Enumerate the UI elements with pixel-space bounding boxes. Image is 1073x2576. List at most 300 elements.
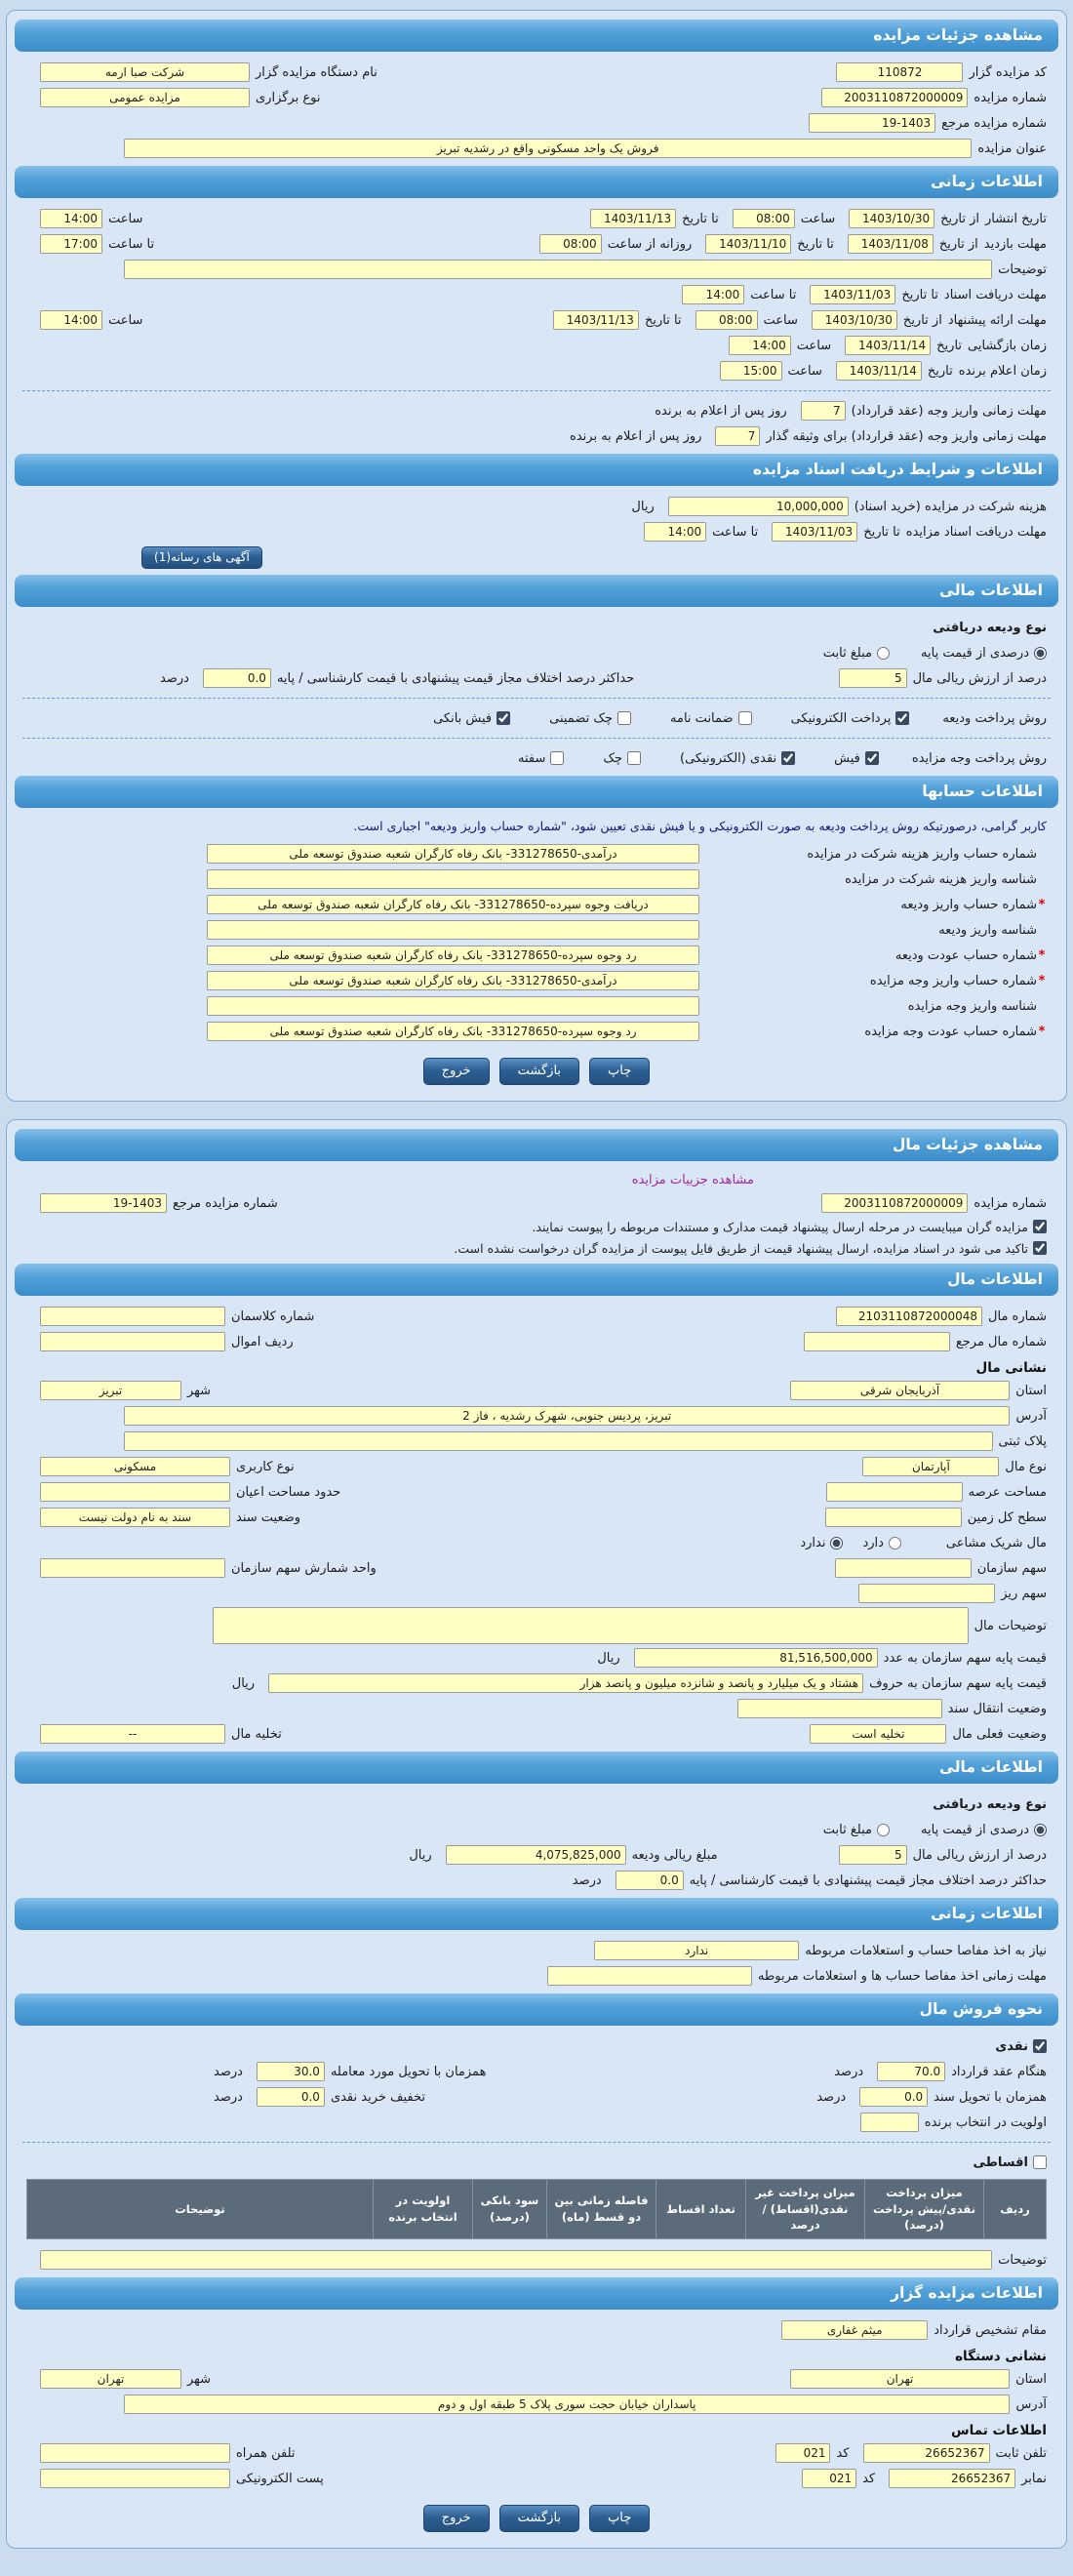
hour-label: ساعت xyxy=(800,211,836,226)
hold-type-input[interactable] xyxy=(40,88,250,107)
shared-no-label: ندارد xyxy=(800,1535,826,1550)
address-input[interactable] xyxy=(124,1406,1010,1426)
row-winner-time xyxy=(13,358,1060,383)
org-share-input[interactable] xyxy=(835,1558,972,1578)
contract-authority-input[interactable] xyxy=(781,2320,928,2340)
asset-row-label: ردیف اموال xyxy=(231,1334,294,1349)
percent-word-label: درصد xyxy=(214,2089,243,2105)
asset-row-input[interactable] xyxy=(40,1332,225,1351)
account-auction-pay-input[interactable] xyxy=(207,971,699,990)
back-button[interactable]: بازگشت xyxy=(499,2505,579,2532)
clearance-need-input[interactable] xyxy=(594,1941,799,1960)
print-button[interactable]: چاپ xyxy=(589,1058,650,1085)
row-pay-deadline xyxy=(13,398,1060,423)
percent-word-label: درصد xyxy=(214,2064,243,2079)
row-phone-mobile xyxy=(13,2440,1060,2466)
clearance-need-label: نیاز به اخذ مفاصا حساب و استعلامات مربوطه xyxy=(805,1943,1047,1958)
account-auction-return-label: شماره حساب عودت وجه مزایده xyxy=(864,1024,1037,1039)
guarantor-deadline-suffix: روز پس از اعلام به برنده xyxy=(570,428,702,444)
current-state-input[interactable] xyxy=(810,1724,946,1744)
visit-to-time-input[interactable] xyxy=(40,234,102,254)
guarantor-deadline-label: مهلت زمانی واریز وجه (عقد قرارداد) برای وثیقه گذار xyxy=(766,428,1047,444)
fax-code-label: کد xyxy=(862,2471,876,2486)
row-cash-option xyxy=(13,2033,1060,2059)
col-installment-interval: فاصله زمانی بین دو قسط (ماه) xyxy=(547,2180,656,2239)
auction-details-panel xyxy=(6,10,1067,1102)
org-province-input[interactable] xyxy=(790,2369,1010,2389)
land-area-input[interactable] xyxy=(826,1482,963,1502)
row-areas xyxy=(13,1479,1060,1505)
sub-share-input[interactable] xyxy=(858,1584,995,1603)
property-no-input[interactable] xyxy=(836,1307,982,1326)
guarantee-letter-checkbox[interactable] xyxy=(738,711,752,725)
section-header-timing: اطلاعات زمانی xyxy=(15,166,1058,198)
usage-type-label: نوع کاربری xyxy=(236,1459,295,1474)
hold-type-label: نوع برگزاری xyxy=(256,90,321,105)
row-media-ads xyxy=(13,544,1060,570)
opening-date-input[interactable] xyxy=(845,336,931,355)
building-area-input[interactable] xyxy=(40,1482,230,1502)
phone-label: تلفن ثابت xyxy=(995,2445,1047,2461)
attachment-required-checkbox[interactable] xyxy=(1033,1220,1047,1233)
row-registration-plate xyxy=(13,1429,1060,1454)
date-label: تاریخ xyxy=(927,363,953,379)
deposit-amount-input[interactable] xyxy=(446,1845,626,1865)
winner-date-input[interactable] xyxy=(836,361,922,381)
offer-from-time-input[interactable] xyxy=(695,310,758,330)
row-ref-no xyxy=(13,110,1060,136)
section-header-sale-method: نحوه فروش مال xyxy=(15,1993,1058,2026)
bank-slip-label: فیش بانکی xyxy=(433,710,493,726)
row-sub-share xyxy=(13,1581,1060,1606)
property-notes-label: توضیحات مال xyxy=(974,1618,1047,1633)
panel1-buttons xyxy=(13,1058,1060,1085)
account-fee-id-label: شناسه واریز هزینه شرکت در مزایده xyxy=(845,871,1037,887)
publish-to-time-input[interactable] xyxy=(40,209,102,228)
view-auction-details-link[interactable]: مشاهده جزییات مزایده xyxy=(631,1172,754,1187)
installment-table-head xyxy=(27,2180,1047,2239)
section-header-auction-details: مشاهده جزئیات مزایده xyxy=(15,20,1058,52)
row-publish-dates xyxy=(13,206,1060,231)
account-row-deposit-id xyxy=(13,917,1060,943)
contract-authority-label: مقام تشخیص قرارداد xyxy=(934,2322,1047,2338)
required-mark: * xyxy=(1038,973,1046,988)
col-bank-interest: سود بانکی (درصد) xyxy=(473,2180,547,2239)
deposit-type-percent-radio[interactable] xyxy=(1034,1824,1047,1836)
account-row-auction-id xyxy=(13,993,1060,1019)
deposit-amount-label: مبلغ ریالی ودیعه xyxy=(631,1847,718,1863)
slip-checkbox[interactable] xyxy=(865,751,879,765)
org-address-input[interactable] xyxy=(124,2395,1010,2414)
property-notes-textarea[interactable] xyxy=(213,1607,969,1644)
rial-label: ریال xyxy=(597,1650,620,1666)
row-shared-property xyxy=(13,1530,1060,1555)
province-label: استان xyxy=(1015,1383,1047,1398)
building-area-label: حدود مساحت اعیان xyxy=(236,1484,341,1500)
cash-discount-label: تخفیف خرید نقدی xyxy=(330,2089,426,2105)
media-ads-button[interactable]: آگهی های رسانه(1) xyxy=(141,546,262,569)
hour-label: ساعت xyxy=(763,312,798,328)
col-winner-priority: اولویت در انتخاب برنده xyxy=(374,2180,473,2239)
row-contract-delivery-percents xyxy=(13,2059,1060,2084)
account-deposit-return-label: شماره حساب عودت ودیعه xyxy=(894,947,1037,963)
row-current-state xyxy=(13,1721,1060,1747)
section-header-property-info: اطلاعات مال xyxy=(15,1264,1058,1296)
cash-sale-label: نقدی xyxy=(995,2038,1028,2054)
no-file-offer-text: تاکید می شود در اسناد مزایده، ارسال پیشنهاد قیمت از طریق فایل پیوست از مزایده گران درخواست نشده است. xyxy=(454,1240,1028,1256)
row-clearance-need xyxy=(13,1938,1060,1963)
evacuation-label: تخلیه مال xyxy=(231,1726,282,1742)
row-org-share xyxy=(13,1555,1060,1581)
row-no-file-offer xyxy=(13,1237,1060,1259)
bidder-code-input[interactable] xyxy=(836,62,963,82)
max-diff-label: حداکثر درصد اختلاف مجاز قیمت پیشنهادی با قیمت کارشناسی / پایه xyxy=(276,670,635,686)
class-no-input[interactable] xyxy=(40,1307,225,1326)
opening-time-input[interactable] xyxy=(729,336,791,355)
pay-deadline-suffix: روز پس از اعلام به برنده xyxy=(655,403,787,419)
percent-word-label: درصد xyxy=(834,2064,864,2079)
section-header-financial-2: اطلاعات مالی xyxy=(15,1751,1058,1784)
cash-discount-input[interactable] xyxy=(257,2087,325,2107)
base-price-words-input[interactable] xyxy=(268,1673,863,1693)
hour-label: ساعت xyxy=(787,363,822,379)
rial-label: ریال xyxy=(631,499,655,514)
max-diff-input[interactable] xyxy=(616,1871,684,1890)
row-opening-time xyxy=(13,333,1060,358)
clearance-deadline-label: مهلت زمانی اخذ مفاصا حساب ها و استعلامات مربوطه xyxy=(757,1968,1047,1984)
account-auction-return-input[interactable] xyxy=(207,1022,699,1041)
org-name-label: نام دستگاه مزایده گزار xyxy=(256,64,378,80)
shared-yes-radio[interactable] xyxy=(889,1537,901,1550)
shared-yes-label: دارد xyxy=(862,1535,884,1550)
property-no-label: شماره مال xyxy=(988,1308,1047,1324)
account-deposit-return-input[interactable] xyxy=(207,946,699,965)
fax-label: نمابر xyxy=(1021,2471,1047,2486)
row-deposit-type-heading-2 xyxy=(13,1791,1060,1817)
account-deposit-pay-label: شماره حساب واریز ودیعه xyxy=(900,897,1037,912)
row-property-address xyxy=(13,1403,1060,1429)
participation-fee-input[interactable] xyxy=(668,497,849,516)
daily-from-hour-label: روزانه از ساعت xyxy=(607,236,693,252)
row-auction-no-type xyxy=(13,85,1060,110)
account-row-auction-pay xyxy=(13,968,1060,993)
deposit-type-label: نوع ودیعه دریافتی xyxy=(933,1796,1047,1812)
deposit-type-percent-label: درصدی از قیمت پایه xyxy=(921,1822,1029,1837)
electronic-payment-label: پرداخت الکترونیکی xyxy=(790,710,892,726)
rial-label: ریال xyxy=(231,1675,256,1691)
sale-notes-input[interactable] xyxy=(40,2250,992,2270)
on-contract-label: هنگام عقد قرارداد xyxy=(951,2064,1047,2079)
row-org-address xyxy=(13,2392,1060,2417)
docs-deadline-label: مهلت دریافت اسناد xyxy=(943,287,1047,302)
account-fee-id-input[interactable] xyxy=(207,869,699,889)
row-auction-details-link xyxy=(13,1169,768,1190)
row-maxdiff-2 xyxy=(13,1868,1060,1893)
row-installment-option xyxy=(13,2150,1060,2175)
visit-to-date-input[interactable] xyxy=(705,234,791,254)
to-hour-label: تا ساعت xyxy=(712,524,759,540)
offer-from-date-input[interactable] xyxy=(812,310,897,330)
guarantor-deadline-days-input[interactable] xyxy=(715,426,760,446)
electronic-payment-checkbox[interactable] xyxy=(895,711,909,725)
row-percent-and-maxdiff xyxy=(13,665,1060,691)
org-name-input[interactable] xyxy=(40,62,250,82)
accounts-notice: کاربر گرامی، درصورتیکه روش پرداخت ودیعه به صورت الکترونیکی و یا فیش نقدی تعیین شود، "شماره حساب واریز ودیعه" اجباری است. xyxy=(353,819,1047,833)
account-row-auction-return xyxy=(13,1019,1060,1044)
ref-no-input[interactable] xyxy=(40,1193,167,1213)
cash-electronic-label: نقدی (الکترونیکی) xyxy=(680,750,777,766)
offer-to-time-input[interactable] xyxy=(40,310,102,330)
on-contract-input[interactable] xyxy=(877,2062,945,2081)
on-delivery-input[interactable] xyxy=(257,2062,325,2081)
row-clearance-deadline xyxy=(13,1963,1060,1989)
col-row-number: ردیف xyxy=(984,2180,1047,2239)
section-header-accounts: اطلاعات حسابها xyxy=(15,776,1058,808)
property-type-input[interactable] xyxy=(862,1457,999,1476)
publish-label: تاریخ انتشار xyxy=(985,211,1047,226)
winner-priority-input[interactable] xyxy=(860,2113,919,2132)
row-bidder-org xyxy=(13,60,1060,85)
col-cash-prepayment: میزان پرداخت نقدی/پیش پرداخت (درصد) xyxy=(865,2180,984,2239)
fax-input[interactable] xyxy=(889,2469,1015,2488)
installment-checkbox[interactable] xyxy=(1033,2155,1047,2169)
deed-transfer-input[interactable] xyxy=(737,1699,942,1718)
to-date-label: تا تاریخ xyxy=(682,211,719,226)
org-address-heading: نشانی دستگاه xyxy=(955,2349,1047,2365)
account-auction-id-label: شناسه واریز وجه مزایده xyxy=(907,998,1037,1014)
row-deposit-type-options-2 xyxy=(13,1817,1060,1842)
class-no-label: شماره کلاسمان xyxy=(231,1308,315,1324)
max-diff-label: حداکثر درصد اختلاف مجاز قیمت پیشنهادی با قیمت کارشناسی / پایه xyxy=(689,1872,1047,1888)
visit-from-time-input[interactable] xyxy=(539,234,602,254)
deed-status-label: وضعیت سند xyxy=(236,1509,301,1525)
required-mark: * xyxy=(1038,947,1046,963)
shared-no-radio[interactable] xyxy=(830,1537,843,1550)
timing-notes-label: توضیحات xyxy=(998,262,1047,277)
evacuation-input[interactable] xyxy=(40,1724,225,1744)
account-fee-deposit-label: شماره حساب واریز هزینه شرکت در مزایده xyxy=(807,846,1037,862)
panel2-buttons xyxy=(13,2505,1060,2532)
publish-to-date-input[interactable] xyxy=(590,209,676,228)
max-diff-input[interactable] xyxy=(203,668,271,688)
dashed-divider xyxy=(22,2142,1051,2143)
row-docs-receive-deadline xyxy=(13,519,1060,544)
percent-word-label: درصد xyxy=(160,670,189,686)
address-label: آدرس xyxy=(1015,1408,1047,1424)
account-row-deposit-return xyxy=(13,943,1060,968)
to-date-label: تا تاریخ xyxy=(644,312,682,328)
cash-sale-checkbox[interactable] xyxy=(1033,2039,1047,2053)
publish-from-date-input[interactable] xyxy=(849,209,934,228)
certified-check-label: چک تضمینی xyxy=(549,710,614,726)
fax-code-input[interactable] xyxy=(802,2469,856,2488)
promissory-note-checkbox[interactable] xyxy=(550,751,564,765)
contact-info-heading: اطلاعات تماس xyxy=(951,2423,1047,2439)
row-winner-priority xyxy=(13,2110,1060,2135)
auction-title-label: عنوان مزایده xyxy=(977,141,1047,156)
docs-deadline-date-input[interactable] xyxy=(810,285,895,304)
land-area-label: مساحت عرصه xyxy=(968,1484,1047,1500)
ref-no-input[interactable] xyxy=(809,113,935,133)
phone-input[interactable] xyxy=(863,2443,990,2463)
row-base-price-number xyxy=(13,1645,1060,1670)
deed-transfer-label: وضعیت انتقال سند xyxy=(947,1701,1047,1716)
clearance-deadline-input[interactable] xyxy=(547,1966,752,1986)
publish-from-time-input[interactable] xyxy=(733,209,795,228)
installment-table xyxy=(26,2179,1047,2239)
share-unit-input[interactable] xyxy=(40,1558,225,1578)
deposit-type-percent-radio[interactable] xyxy=(1034,647,1047,660)
org-province-label: استان xyxy=(1015,2371,1047,2387)
account-deposit-id-input[interactable] xyxy=(207,920,699,940)
from-date-label: از تاریخ xyxy=(902,312,942,328)
row-contract-authority xyxy=(13,2317,1060,2343)
to-hour-label: تا ساعت xyxy=(750,287,797,302)
back-button[interactable]: بازگشت xyxy=(499,1058,579,1085)
auction-no-input[interactable] xyxy=(821,1193,968,1213)
certified-check-checkbox[interactable] xyxy=(617,711,631,725)
percent-of-value-label: درصد از ارزش ریالی مال xyxy=(912,1847,1047,1863)
row-percent-and-amount xyxy=(13,1842,1060,1868)
row-auction-payment-methods xyxy=(13,745,1060,771)
row-guarantor-deadline xyxy=(13,423,1060,449)
to-date-label: تا تاریخ xyxy=(901,287,938,302)
percent-of-value-input[interactable] xyxy=(839,668,907,688)
to-hour-label: تا ساعت xyxy=(108,236,155,252)
auction-no-label: شماره مزایده xyxy=(974,1195,1047,1211)
org-share-label: سهم سازمان xyxy=(976,1560,1047,1576)
auction-title-input[interactable] xyxy=(124,139,972,158)
docs-receive-date-input[interactable] xyxy=(772,522,857,542)
account-fee-deposit-input[interactable] xyxy=(207,844,699,864)
winner-priority-label: اولویت در انتخاب برنده xyxy=(924,2114,1047,2130)
mobile-label: تلفن همراه xyxy=(236,2445,296,2461)
org-city-label: شهر xyxy=(187,2371,212,2387)
col-notes: توضیحات xyxy=(27,2180,374,2239)
city-input[interactable] xyxy=(40,1381,181,1400)
from-date-label: از تاریخ xyxy=(938,236,978,252)
deposit-methods-label: روش پرداخت ودیعه xyxy=(942,710,1047,726)
base-price-number-input[interactable] xyxy=(634,1648,878,1668)
mobile-input[interactable] xyxy=(40,2443,230,2463)
usage-type-input[interactable] xyxy=(40,1457,230,1476)
percent-of-value-input[interactable] xyxy=(839,1845,907,1865)
date-label: تاریخ xyxy=(936,338,963,353)
section-header-timing-2: اطلاعات زمانی xyxy=(15,1898,1058,1930)
account-deposit-pay-input[interactable] xyxy=(207,895,699,914)
deposit-type-fixed-label: مبلغ ثابت xyxy=(822,1822,873,1837)
bidder-code-label: کد مزایده گزار xyxy=(969,64,1047,80)
row-attachment-required xyxy=(13,1216,1060,1237)
visit-from-date-input[interactable] xyxy=(848,234,934,254)
account-auction-id-input[interactable] xyxy=(207,996,699,1016)
auction-pay-methods-label: روش پرداخت وجه مزایده xyxy=(911,750,1047,766)
city-label: شهر xyxy=(187,1383,212,1398)
province-input[interactable] xyxy=(790,1381,1010,1400)
promissory-note-label: سفته xyxy=(517,750,546,766)
account-row-fee-deposit xyxy=(13,841,1060,866)
bank-slip-checkbox[interactable] xyxy=(497,711,510,725)
row-participation-fee xyxy=(13,494,1060,519)
deposit-type-fixed-radio[interactable] xyxy=(877,1824,890,1836)
row-docs-deadline xyxy=(13,282,1060,307)
pay-deadline-days-input[interactable] xyxy=(801,401,846,421)
col-noncash-installment: میزان پرداخت غیر نقدی(اقساط) /درصد xyxy=(746,2180,865,2239)
percent-word-label: درصد xyxy=(816,2089,847,2105)
property-address-heading: نشانی مال xyxy=(975,1360,1047,1376)
cash-electronic-checkbox[interactable] xyxy=(781,751,795,765)
property-type-label: نوع مال xyxy=(1005,1459,1047,1474)
required-mark: * xyxy=(1038,1024,1046,1039)
exit-button[interactable]: خروج xyxy=(423,1058,490,1085)
print-button[interactable]: چاپ xyxy=(589,2505,650,2532)
no-file-offer-checkbox[interactable] xyxy=(1033,1241,1047,1255)
org-city-input[interactable] xyxy=(40,2369,181,2389)
docs-deadline-time-input[interactable] xyxy=(682,285,744,304)
row-offer-dates xyxy=(13,307,1060,333)
deposit-type-fixed-radio[interactable] xyxy=(877,647,890,660)
base-price-words-label: قیمت پایه سهم سازمان به حروف xyxy=(869,1675,1047,1691)
property-details-panel xyxy=(6,1119,1067,2549)
current-state-label: وضعیت فعلی مال xyxy=(952,1726,1047,1742)
opening-label: زمان بازگشایی xyxy=(968,338,1047,353)
deposit-type-fixed-label: مبلغ ثابت xyxy=(822,645,873,661)
hour-label: ساعت xyxy=(108,211,143,226)
phone-code-input[interactable] xyxy=(775,2443,830,2463)
exit-button[interactable]: خروج xyxy=(423,2505,490,2532)
email-input[interactable] xyxy=(40,2469,230,2488)
dashed-divider xyxy=(22,698,1051,699)
auction-no-input[interactable] xyxy=(821,88,968,107)
row-auction-no-ref xyxy=(13,1190,1060,1216)
total-land-label: سطح کل زمین xyxy=(967,1509,1047,1525)
check-checkbox[interactable] xyxy=(627,751,641,765)
row-property-no-class xyxy=(13,1304,1060,1329)
row-timing-notes xyxy=(13,257,1060,282)
hour-label: ساعت xyxy=(796,338,832,353)
installment-label: اقساطی xyxy=(973,2154,1028,2170)
auction-no-label: شماره مزایده xyxy=(974,90,1047,105)
guarantee-letter-label: ضمانت نامه xyxy=(670,710,734,726)
registration-plate-input[interactable] xyxy=(124,1431,993,1451)
offer-to-date-input[interactable] xyxy=(553,310,639,330)
registration-plate-label: پلاک ثبتی xyxy=(998,1433,1047,1449)
timing-notes-input[interactable] xyxy=(124,260,992,279)
dashed-divider xyxy=(22,738,1051,739)
section-header-auctioneer: اطلاعات مزایده گزار xyxy=(15,2277,1058,2310)
row-deposit-type-heading xyxy=(13,615,1060,640)
account-row-deposit-pay xyxy=(13,892,1060,917)
total-land-input[interactable] xyxy=(825,1508,962,1527)
ref-no-label: شماره مزایده مرجع xyxy=(941,115,1047,131)
phone-code-label: کد xyxy=(836,2445,850,2461)
sale-notes-label: توضیحات xyxy=(998,2252,1047,2268)
property-ref-input[interactable] xyxy=(804,1332,950,1351)
to-date-label: تا تاریخ xyxy=(863,524,900,540)
on-delivery-label: همزمان با تحویل مورد معامله xyxy=(330,2064,487,2079)
winner-time-input[interactable] xyxy=(720,361,782,381)
row-total-area-deed xyxy=(13,1505,1060,1530)
deed-status-input[interactable] xyxy=(40,1508,230,1527)
row-auction-title xyxy=(13,136,1060,161)
on-deed-input[interactable] xyxy=(859,2087,928,2107)
check-label: چک xyxy=(603,750,623,766)
account-deposit-id-label: شناسه واریز ودیعه xyxy=(938,922,1037,938)
row-fax-email xyxy=(13,2466,1060,2491)
required-mark: * xyxy=(1038,897,1046,912)
base-price-number-label: قیمت پایه سهم سازمان به عدد xyxy=(883,1650,1047,1666)
docs-receive-time-input[interactable] xyxy=(644,522,706,542)
